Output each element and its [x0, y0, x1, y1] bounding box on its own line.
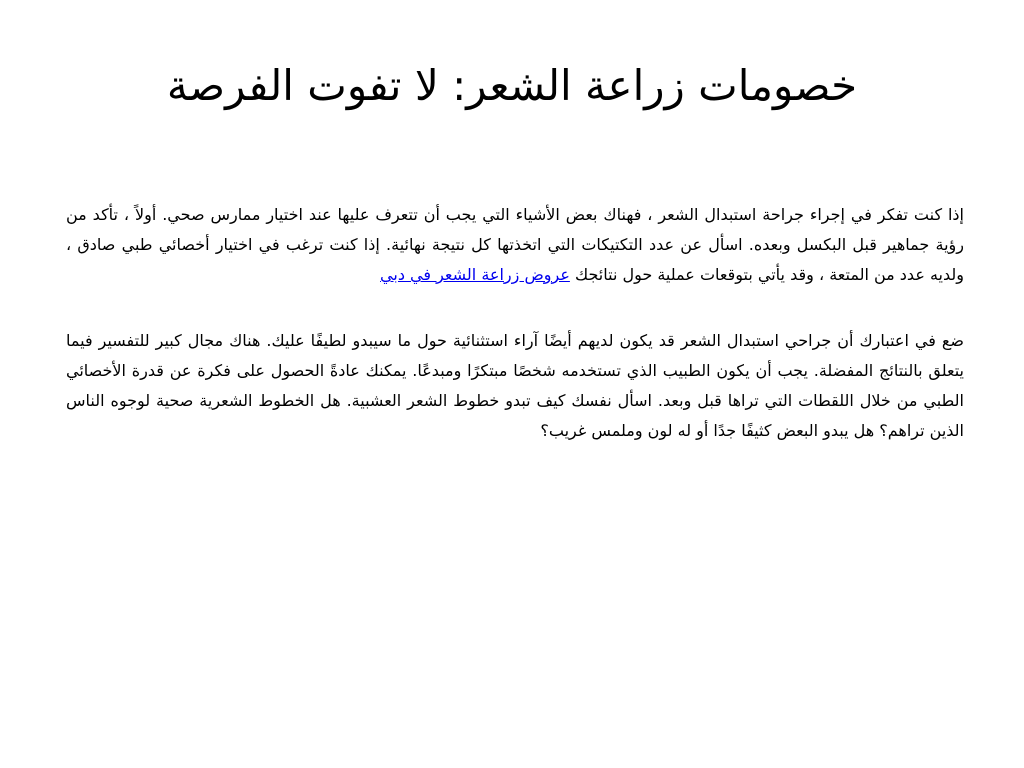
slide-title: خصومات زراعة الشعر: لا تفوت الفرصة [166, 61, 858, 110]
hair-transplant-offers-link[interactable]: عروض زراعة الشعر في دبي [380, 265, 570, 284]
paragraph-2: ضع في اعتبارك أن جراحي استبدال الشعر قد يكون لديهم أيضًا آراء استثنائية حول ما سيبدو لطيفًا عليك. هناك مجال كبير للتفسير فيما يتعلق بالنتائج المفضلة. يجب أن يكون الطبيب الذي تستخدمه شخصًا مبتكرًا ومبدعًا. يمكنك عادةً الحصول على فكرة عن قدرة الأخصائي الطبي من خلال اللقطات التي تراها قبل وبعد. اسأل نفسك كيف تبدو خطوط الشعر العشبية. هل الخطوط الشعرية صحية لوجوه الناس الذين تراهم؟ هل يبدو البعض كثيفًا جدًا أو له لون وملمس غريب؟ [66, 331, 964, 440]
paragraph-1-text: إذا كنت تفكر في إجراء جراحة استبدال الشعر ، فهناك بعض الأشياء التي يجب أن تتعرف عليها عند اختيار ممارس صحي. أولاً ، تأكد من رؤية جماهير قبل البكسل وبعده. اسأل عن عدد التكتيكات التي اتخذتها كل نتيجة نهائية. إذا كنت ترغب في اختيار أخصائي طبي صادق ، ولديه عدد من المتعة ، وقد يأتي بتوقعات عملية حول نتائجك [66, 205, 964, 284]
paragraph-1 [66, 200, 964, 290]
slide-body [66, 200, 964, 482]
